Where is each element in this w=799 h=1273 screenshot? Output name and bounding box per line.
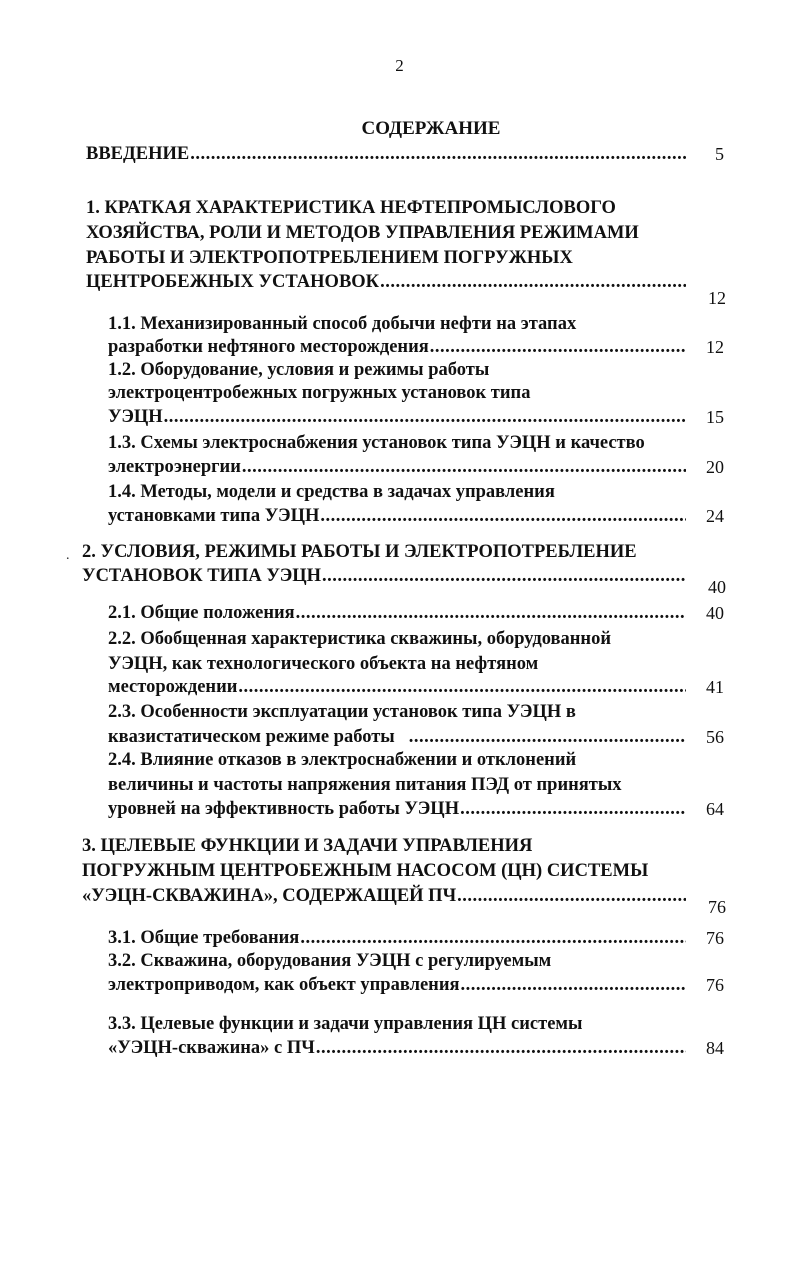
scan-speck: . [66,548,70,563]
toc-page-number: 64 [706,799,724,819]
toc-title: СОДЕРЖАНИЕ [361,118,501,139]
dot-leader [242,455,686,480]
toc-page-number: 5 [715,144,724,164]
toc-page-number: 20 [706,457,724,477]
toc-entry-line: УСТАНОВОК ТИПА УЭЦН ..... [82,564,686,589]
dot-leader [461,973,687,998]
dot-leader [460,797,686,822]
toc-entry-line: 2. УСЛОВИЯ, РЕЖИМЫ РАБОТЫ И ЭЛЕКТРОПОТРЕБЛЕНИЕ [82,542,637,562]
dot-leader [320,504,686,529]
toc-page-number: 12 [708,288,726,308]
dot-leader [316,1036,686,1061]
toc-entry-line: «УЭЦН-скважина» с ПЧ ..... [108,1036,686,1061]
toc-entry-line: 3.3. Целевые функции и задачи управления ЦН системы [108,1014,583,1034]
toc-page-number: 24 [706,506,724,526]
toc-entry-line: РАБОТЫ И ЭЛЕКТРОПОТРЕБЛЕНИЕМ ПОГРУЖНЫХ [86,248,573,268]
toc-entry-line: электроцентробежных погружных установок типа [108,383,531,403]
toc-entry-line: уровней на эффективность работы УЭЦН ..... [108,797,686,822]
toc-page-number: 76 [706,975,724,995]
toc-entry-line: «УЭЦН-СКВАЖИНА», СОДЕРЖАЩЕЙ ПЧ ..... [82,884,686,909]
toc-page-number: 56 [706,727,724,747]
toc-page-number: 76 [708,897,726,917]
dot-leader [430,335,686,360]
toc-entry-line: 3.1. Общие требования ..... [108,926,686,951]
toc-entry-line: месторождении ..... [108,675,686,700]
toc-entry-line: 3.2. Скважина, оборудования УЭЦН с регулируемым [108,951,552,971]
toc-entry-line: ВВЕДЕНИЕ ..... [86,142,686,167]
toc-entry-line: квазистатическом режиме работы ..... [108,725,686,750]
toc-entry-line: электроэнергии ..... [108,455,686,480]
dot-leader [190,142,686,167]
dot-leader [409,725,686,750]
toc-entry-line: УЭЦН, как технологического объекта на нефтяном [108,654,539,674]
dot-leader [322,564,686,589]
toc-page-number: 84 [706,1038,724,1058]
toc-entry-line: 1.3. Схемы электроснабжения установок типа УЭЦН и качество [108,433,645,453]
toc-entry-line: ПОГРУЖНЫМ ЦЕНТРОБЕЖНЫМ НАСОСОМ (ЦН) СИСТЕМЫ [82,861,649,881]
dot-leader [296,601,686,626]
toc-page-number: 40 [708,577,726,597]
toc-entry-line: электроприводом, как объект управления ..... [108,973,686,998]
toc-entry-line: 1.2. Оборудование, условия и режимы работы [108,360,490,380]
toc-entry-line: 2.1. Общие положения ..... [108,601,686,626]
toc-page-number: 76 [706,928,724,948]
toc-page-number: 12 [706,337,724,357]
toc-entry-line: ХОЗЯЙСТВА, РОЛИ И МЕТОДОВ УПРАВЛЕНИЯ РЕЖИМАМИ [86,223,639,243]
toc-entry-line: разработки нефтяного месторождения ..... [108,335,686,360]
toc-entry-line: 1.1. Механизированный способ добычи нефти на этапах [108,314,577,334]
page-number: 2 [395,56,404,75]
dot-leader [238,675,686,700]
dot-leader [457,884,686,909]
toc-page-number: 41 [706,677,724,697]
toc-entry-line: 1.4. Методы, модели и средства в задачах управления [108,482,555,502]
toc-entry-line: установками типа УЭЦН ..... [108,504,686,529]
toc-entry-line: 2.4. Влияние отказов в электроснабжении и отклонений [108,750,577,770]
toc-page-number: 40 [706,603,724,623]
dot-leader [164,405,686,430]
dot-leader [300,926,686,951]
toc-entry-line: УЭЦН ..... [108,405,686,430]
toc-entry-line: 1. КРАТКАЯ ХАРАКТЕРИСТИКА НЕФТЕПРОМЫСЛОВОГО [86,198,616,218]
toc-entry-line: ЦЕНТРОБЕЖНЫХ УСТАНОВОК ..... [86,270,686,295]
toc-page-number: 15 [706,407,724,427]
dot-leader [380,270,686,295]
toc-entry-line: 3. ЦЕЛЕВЫЕ ФУНКЦИИ И ЗАДАЧИ УПРАВЛЕНИЯ [82,836,533,856]
toc-entry-line: величины и частоты напряжения питания ПЭД от принятых [108,775,622,795]
toc-entry-line: 2.3. Особенности эксплуатации установок типа УЭЦН в [108,702,576,722]
toc-entry-line: 2.2. Обобщенная характеристика скважины, оборудованной [108,629,612,649]
